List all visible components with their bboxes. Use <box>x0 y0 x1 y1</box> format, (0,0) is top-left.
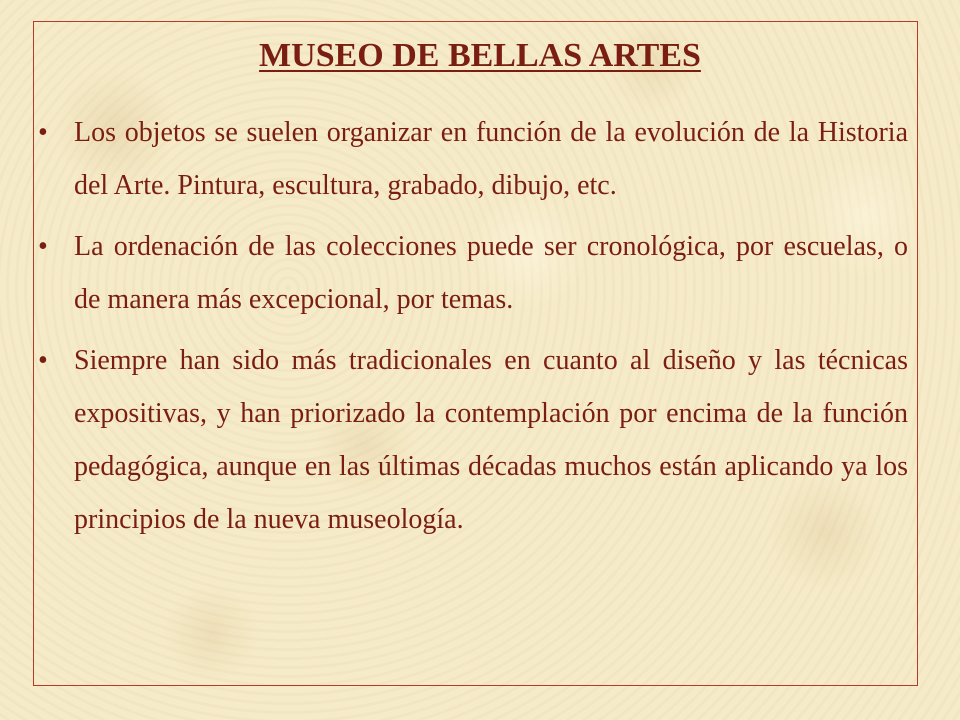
bullet-text-1: Los objetos se suelen organizar en función de la evolución de la Historia del Arte. Pintura, escultura, grabado, dibujo, etc. <box>74 117 908 201</box>
bullet-list <box>38 106 908 554</box>
bullet-icon: • <box>38 345 48 376</box>
slide-title: MUSEO DE BELLAS ARTES <box>259 37 701 74</box>
bullet-icon: • <box>38 117 48 148</box>
bullet-item-2 <box>38 220 908 326</box>
bullet-item-3 <box>38 334 908 546</box>
bullet-text-2: La ordenación de las colecciones puede ser cronológica, por escuelas, o de manera más excepcional, por temas. <box>74 231 908 315</box>
bullet-text-3: Siempre han sido más tradicionales en cuanto al diseño y las técnicas expositivas, y han priorizado la contemplación por encima de la función pedagógica, aunque en las últimas décadas muchos están aplicando ya los principios de la nueva museología. <box>74 345 908 535</box>
bullet-item-1 <box>38 106 908 212</box>
bullet-icon: • <box>38 231 48 262</box>
